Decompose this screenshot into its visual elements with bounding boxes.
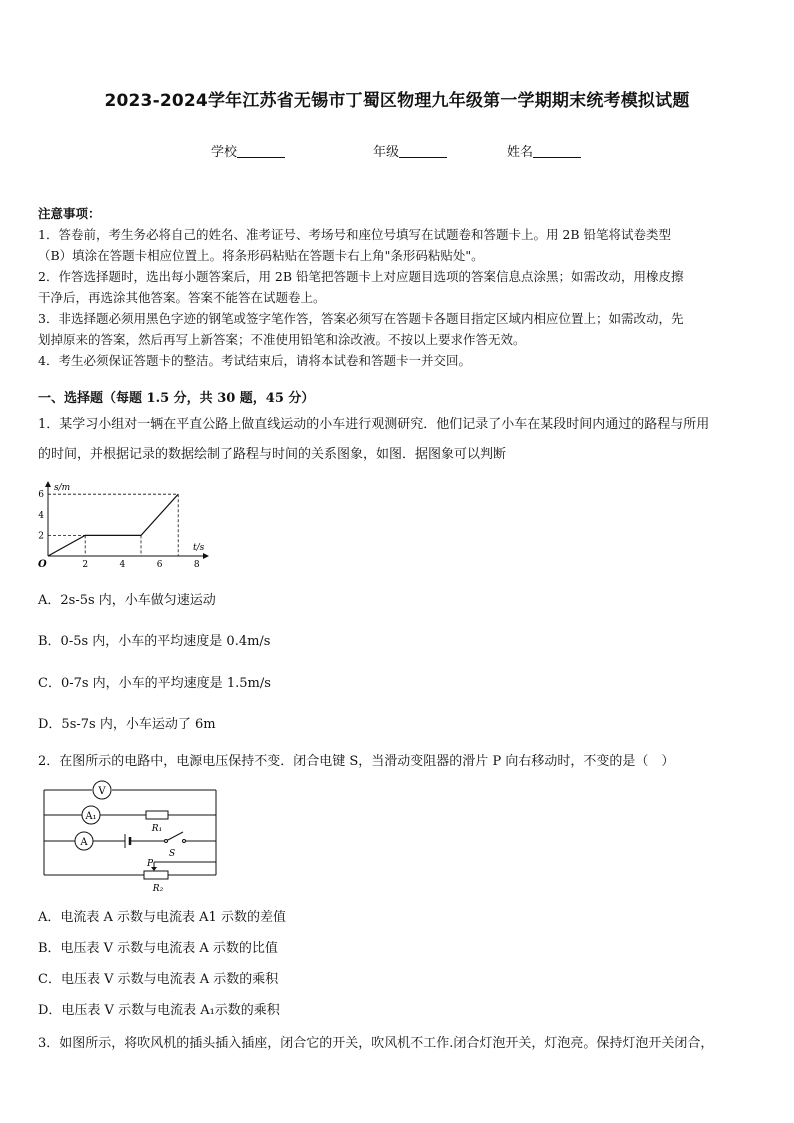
- school-label: 学校: [211, 145, 238, 160]
- grade-blank: [399, 145, 447, 158]
- slider-label: P: [147, 859, 154, 869]
- school-field: [211, 141, 285, 160]
- question-2-stem: 2．在图所示的电路中，电源电压保持不变．闭合电键 S，当滑动变阻器的滑片 P 向右移动时，不变的是（ ）: [38, 754, 675, 769]
- distance-time-chart: [36, 478, 216, 570]
- x-tick-label: 6: [156, 560, 163, 570]
- q1-option-a: A．2s-5s 内，小车做匀速运动: [38, 593, 216, 608]
- ammeter1-label: A₁: [85, 811, 97, 822]
- circuit-diagram: [38, 774, 222, 896]
- x-tick-label: 8: [193, 560, 200, 570]
- q1-option-b: B．0-5s 内，小车的平均速度是 0.4m/s: [38, 634, 271, 649]
- note-line: 干净后，再选涂其他答案。答案不能答在试题卷上。: [38, 290, 326, 305]
- name-label: 姓名: [507, 145, 534, 160]
- y-axis-label: s/m: [54, 483, 71, 493]
- page-title: 2023-2024学年江苏省无锡市丁蜀区物理九年级第一学期期末统考模拟试题: [104, 91, 690, 111]
- x-tick-label: 2: [82, 560, 89, 570]
- note-line: （B）填涂在答题卡相应位置上。将条形码粘贴在答题卡右上角"条形码粘贴处"。: [38, 248, 484, 263]
- note-line: 4．考生必须保证答题卡的整洁。考试结束后，请将本试卷和答题卡一并交回。: [38, 353, 471, 368]
- y-tick-label: 2: [38, 531, 44, 542]
- exam-notes: [38, 203, 760, 371]
- grade-field: [373, 141, 447, 160]
- x-axis-label: t/s: [193, 543, 205, 553]
- y-tick-label: 6: [38, 490, 44, 501]
- question-1-line: 的时间，并根据记录的数据绘制了路程与时间的关系图象，如图．据图象可以判断: [38, 447, 507, 462]
- series-line: [48, 494, 178, 556]
- switch-label: S: [169, 849, 176, 859]
- q1-option-c: C．0-7s 内，小车的平均速度是 1.5m/s: [38, 676, 271, 691]
- q2-option-c: C．电压表 V 示数与电流表 A 示数的乘积: [38, 972, 279, 987]
- name-field: [507, 141, 581, 160]
- notes-heading: 注意事项：: [38, 206, 101, 221]
- note-line: 1．答卷前，考生务必将自己的姓名、准考证号、考场号和座位号填写在试题卷和答题卡上。用 2B 铅笔将试卷类型: [38, 227, 672, 242]
- note-line: 2．作答选择题时，选出每小题答案后，用 2B 铅笔把答题卡上对应题目选项的答案信息点涂黑；如需改动，用橡皮擦: [38, 269, 684, 284]
- voltmeter-label: V: [98, 786, 106, 797]
- r1-label: R₁: [151, 824, 163, 834]
- school-blank: [237, 145, 285, 158]
- origin-label: O: [38, 559, 47, 570]
- note-line: 划掉原来的答案，然后再写上新答案；不准使用铅笔和涂改液。不按以上要求作答无效。: [38, 332, 526, 347]
- q2-option-d: D．电压表 V 示数与电流表 A₁示数的乘积: [38, 1003, 280, 1018]
- question-3-stem: 3．如图所示，将吹风机的插头插入插座，闭合它的开关，吹风机不工作.闭合灯泡开关，灯泡亮。保持灯泡开关闭合，: [38, 1036, 714, 1051]
- q2-option-b: B．电压表 V 示数与电流表 A 示数的比值: [38, 941, 278, 956]
- question-1-line: 1．某学习小组对一辆在平直公路上做直线运动的小车进行观测研究．他们记录了小车在某段时间内通过的路程与所用: [38, 417, 710, 432]
- q1-option-d: D．5s-7s 内，小车运动了 6m: [38, 717, 216, 732]
- name-blank: [533, 145, 581, 158]
- r2-label: R₂: [152, 884, 164, 894]
- section-heading: 一、选择题（每题 1.5 分，共 30 题，45 分）: [38, 391, 315, 406]
- note-line: 3．非选择题必须用黑色字迹的钢笔或签字笔作答，答案必须写在答题卡各题目指定区域内相应位置上；如需改动，先: [38, 311, 684, 326]
- grade-label: 年级: [373, 145, 400, 160]
- x-tick-label: 4: [119, 560, 126, 570]
- y-tick-label: 4: [38, 510, 44, 521]
- ammeter-label: A: [80, 837, 88, 848]
- q2-option-a: A．电流表 A 示数与电流表 A1 示数的差值: [38, 910, 286, 925]
- question-1-stem: [38, 410, 760, 470]
